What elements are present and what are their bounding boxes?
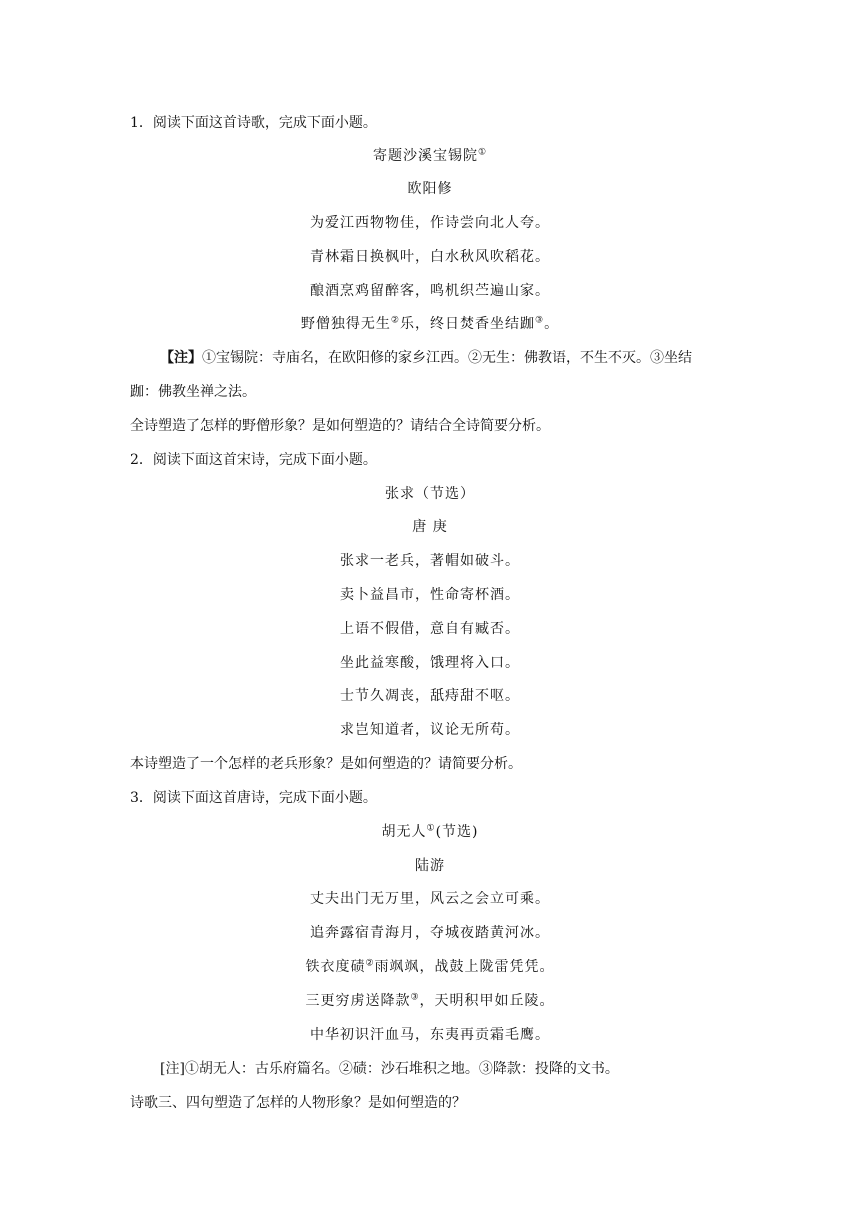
q1-poem-author: 欧阳修 — [407, 181, 453, 197]
q1-intro: 1．阅读下面这首诗歌，完成下面小题。 — [130, 115, 377, 131]
q2-poem-line-2: 卖卜益昌市，性命寄杯酒。 — [340, 587, 520, 603]
q2-poem-line-1: 张求一老兵，著帽如破斗。 — [340, 553, 520, 569]
q1-title-footnote-mark: ① — [477, 147, 488, 158]
q3-poem-line-1: 丈夫出门无万里，风云之会立可乘。 — [310, 891, 550, 907]
q3-note: [注]①胡无人：古乐府篇名。②碛：沙石堆积之地。③降款：投降的文书。 — [160, 1061, 619, 1077]
q3-poem-line-4: 三更穷虏送降款③，天明积甲如丘陵。 — [305, 992, 555, 1009]
q3-poem-line-5: 中华初识汗血马，东夷再贡霜毛鹰。 — [310, 1027, 550, 1043]
q2-poem-line-5: 士节久凋丧，舐痔甜不呕。 — [340, 688, 520, 704]
q1-poem-line-1: 为爱江西物物佳，作诗尝向北人夸。 — [310, 215, 550, 231]
q1-poem-title: 寄题沙溪宝锡院① — [372, 147, 488, 164]
q1-poem-line-4: 野僧独得无生②乐，终日焚香坐结跏③。 — [300, 315, 560, 332]
q1-poem-line-2: 青林霜日换枫叶，白水秋风吹稻花。 — [310, 249, 550, 265]
q1-question: 全诗塑造了怎样的野僧形象？是如何塑造的？请结合全诗简要分析。 — [130, 418, 550, 434]
q2-poem-title: 张求（节选） — [385, 486, 475, 502]
q3-poem-title: 胡无人①(节选) — [381, 823, 479, 840]
q3-poem-line-3: 铁衣度碛②雨飒飒，战鼓上陇雷凭凭。 — [305, 958, 555, 975]
q1-note-label: 【注】 — [160, 350, 202, 366]
q1-poem-line-3: 酿酒烹鸡留醉客，鸣机织苎遍山家。 — [310, 283, 550, 299]
q3-intro: 3．阅读下面这首唐诗，完成下面小题。 — [130, 790, 377, 806]
q3-poem-author: 陆游 — [415, 858, 445, 874]
q2-poem-line-6: 求岂知道者，议论无所苟。 — [340, 722, 520, 738]
q3-question: 诗歌三、四句塑造了怎样的人物形象？是如何塑造的？ — [130, 1095, 466, 1111]
q1-note-continued: 跏：佛教坐禅之法。 — [130, 384, 256, 400]
q2-question: 本诗塑造了一个怎样的老兵形象？是如何塑造的？请简要分析。 — [130, 756, 522, 772]
q2-poem-line-3: 上语不假借，意自有臧否。 — [340, 621, 520, 637]
q2-poem-line-4: 坐此益寒酸，饿理将入口。 — [340, 655, 520, 671]
q2-intro: 2．阅读下面这首宋诗，完成下面小题。 — [130, 452, 377, 468]
q2-poem-author: 唐 庚 — [412, 519, 448, 535]
q1-note: 【注】①宝锡院：寺庙名，在欧阳修的家乡江西。②无生：佛教语，不生不灭。③坐结 — [160, 350, 692, 366]
q3-poem-line-2: 追奔露宿青海月，夺城夜踏黄河冰。 — [310, 925, 550, 941]
